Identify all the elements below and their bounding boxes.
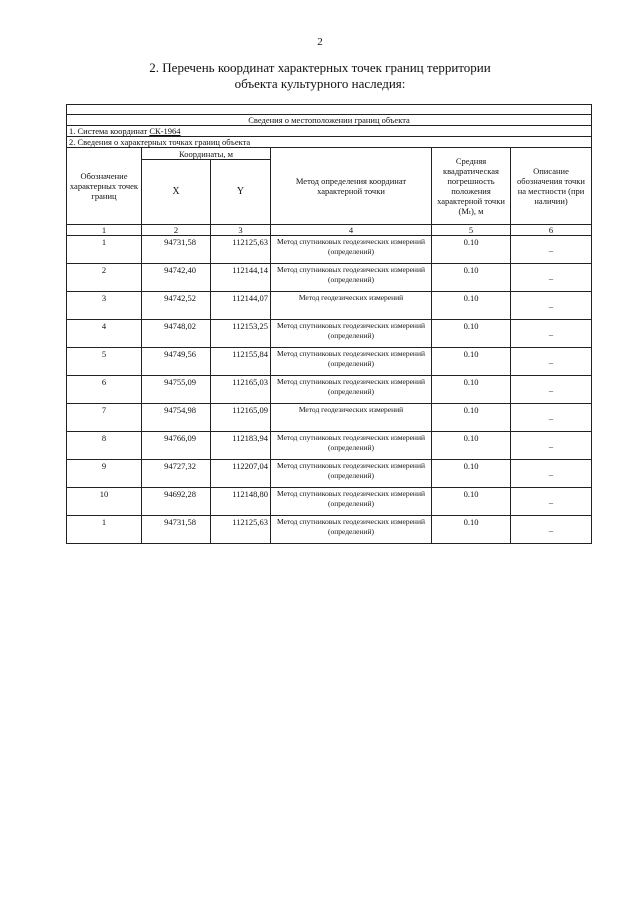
method-cell: Метод спутниковых геодезических измерений (определений) [271,236,432,264]
column-number-row [67,225,592,236]
header-accuracy: Средняя квадратическая погрешность положения характерной точки (Mₜ), м [432,148,511,225]
header-row-1 [67,148,592,160]
table-row [67,236,592,264]
point-id-cell: 5 [67,348,142,376]
accuracy-cell: 0.10 [432,460,511,488]
document-heading [0,60,640,92]
accuracy-cell: 0.10 [432,404,511,432]
point-id-cell: 1 [67,516,142,544]
table-row [67,460,592,488]
y-coordinate-cell: 112155,84 [211,348,271,376]
method-cell: Метод спутниковых геодезических измерений (определений) [271,432,432,460]
x-coordinate-cell: 94692,28 [142,488,211,516]
description-cell: – [511,376,592,404]
method-cell: Метод спутниковых геодезических измерений (определений) [271,348,432,376]
y-coordinate-cell: 112207,04 [211,460,271,488]
section-title: Сведения о местоположении границ объекта [67,115,592,126]
header-x: X [142,160,211,225]
accuracy-cell: 0.10 [432,488,511,516]
x-coordinate-cell: 94749,56 [142,348,211,376]
section-title-row [67,115,592,126]
accuracy-cell: 0.10 [432,292,511,320]
table-row [67,320,592,348]
table-row [67,348,592,376]
accuracy-cell: 0.10 [432,320,511,348]
x-coordinate-cell: 94727,32 [142,460,211,488]
x-coordinate-cell: 94742,40 [142,264,211,292]
point-id-cell: 7 [67,404,142,432]
description-cell: – [511,404,592,432]
method-cell: Метод спутниковых геодезических измерений (определений) [271,516,432,544]
y-coordinate-cell: 112183,94 [211,432,271,460]
description-cell: – [511,264,592,292]
method-cell: Метод спутниковых геодезических измерений (определений) [271,488,432,516]
table-row [67,376,592,404]
accuracy-cell: 0.10 [432,236,511,264]
y-coordinate-cell: 112144,07 [211,292,271,320]
y-coordinate-cell: 112125,63 [211,516,271,544]
description-cell: – [511,432,592,460]
description-cell: – [511,348,592,376]
header-description: Описание обозначения точки на местности (при наличии) [511,148,592,225]
column-number: 2 [142,225,211,236]
heading-line-1: 2. Перечень координат характерных точек границ территории [149,60,491,75]
column-number: 6 [511,225,592,236]
method-cell: Метод геодезических измерений [271,404,432,432]
x-coordinate-cell: 94754,98 [142,404,211,432]
description-cell: – [511,236,592,264]
column-number: 1 [67,225,142,236]
point-id-cell: 1 [67,236,142,264]
point-id-cell: 6 [67,376,142,404]
coordinate-system-row [67,126,592,137]
table-row [67,516,592,544]
method-cell: Метод спутниковых геодезических измерений (определений) [271,460,432,488]
table-row [67,404,592,432]
point-id-cell: 10 [67,488,142,516]
header-coordinates: Координаты, м [142,148,271,160]
x-coordinate-cell: 94731,58 [142,236,211,264]
description-cell: – [511,516,592,544]
coordinates-table [66,104,592,544]
description-cell: – [511,460,592,488]
method-cell: Метод спутниковых геодезических измерений (определений) [271,320,432,348]
table-row [67,292,592,320]
y-coordinate-cell: 112165,09 [211,404,271,432]
page-number: 2 [317,36,323,48]
spacer-row [67,105,592,115]
y-coordinate-cell: 112125,63 [211,236,271,264]
x-coordinate-cell: 94766,09 [142,432,211,460]
description-cell: – [511,292,592,320]
points-info-row [67,137,592,148]
header-designation: Обозначение характерных точек границ [67,148,142,225]
accuracy-cell: 0.10 [432,264,511,292]
y-coordinate-cell: 112148,80 [211,488,271,516]
column-number: 3 [211,225,271,236]
point-id-cell: 8 [67,432,142,460]
y-coordinate-cell: 112144,14 [211,264,271,292]
coordinate-system [67,126,592,137]
y-coordinate-cell: 112165,03 [211,376,271,404]
x-coordinate-cell: 94742,52 [142,292,211,320]
header-y: Y [211,160,271,225]
coordinate-system-value: СК-1964 [149,126,181,136]
x-coordinate-cell: 94755,09 [142,376,211,404]
column-number: 5 [432,225,511,236]
accuracy-cell: 0.10 [432,376,511,404]
point-id-cell: 9 [67,460,142,488]
column-number: 4 [271,225,432,236]
accuracy-cell: 0.10 [432,432,511,460]
method-cell: Метод спутниковых геодезических измерений (определений) [271,264,432,292]
accuracy-cell: 0.10 [432,516,511,544]
header-method: Метод определения координат характерной точки [271,148,432,225]
x-coordinate-cell: 94748,02 [142,320,211,348]
point-id-cell: 3 [67,292,142,320]
y-coordinate-cell: 112153,25 [211,320,271,348]
x-coordinate-cell: 94731,58 [142,516,211,544]
points-info: 2. Сведения о характерных точках границ объекта [67,137,592,148]
description-cell: – [511,488,592,516]
table-row [67,488,592,516]
point-id-cell: 4 [67,320,142,348]
method-cell: Метод спутниковых геодезических измерений (определений) [271,376,432,404]
coordinate-system-label: 1. Система координат [69,126,150,136]
table-row [67,432,592,460]
table-row [67,264,592,292]
method-cell: Метод геодезических измерений [271,292,432,320]
heading-line-2: объекта культурного наследия: [234,76,406,91]
point-id-cell: 2 [67,264,142,292]
description-cell: – [511,320,592,348]
accuracy-cell: 0.10 [432,348,511,376]
